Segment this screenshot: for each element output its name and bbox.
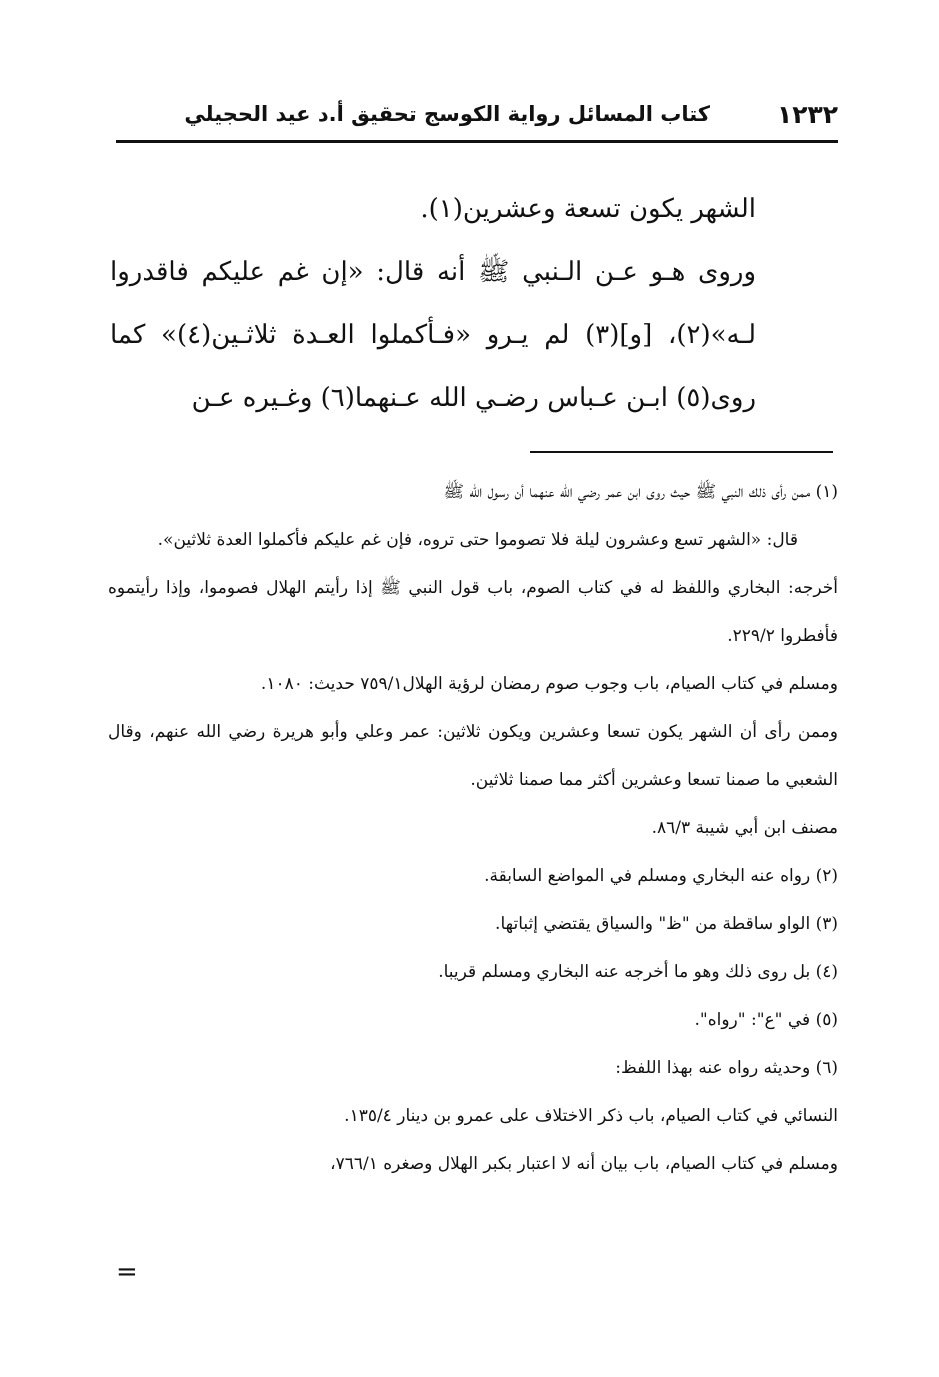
footnote-1-muslim: ومسلم في كتاب الصيام، باب وجوب صوم رمضان لرؤية الهلال٧٥٩/١ حديث: ١٠٨٠. — [260, 674, 838, 694]
footnote-1-musannaf: مصنف ابن أبي شيبة ٨٦/٣. — [651, 818, 838, 838]
continuation-mark: = — [116, 1257, 138, 1287]
main-text — [110, 178, 756, 430]
footnote-1-quote: قال: «الشهر تسع وعشرون ليلة فلا تصوموا حتى تروه، فإن غم عليكم فأكملوا العدة ثلاثين». — [157, 530, 798, 550]
footnote-2: (٢) رواه عنه البخاري ومسلم في المواضع السابقة. — [484, 866, 838, 886]
footnote-6-muslim: ومسلم في كتاب الصيام، باب بيان أنه لا اعتبار بكبر الهلال وصغره ٧٦٦/١، — [330, 1154, 838, 1174]
book-title: كتاب المسائل رواية الكوسج تحقيق أ.د عيد الحجيلي — [184, 102, 710, 126]
footnote-6: (٦) وحديثه رواه عنه بهذا اللفظ: — [615, 1058, 838, 1078]
footnote-1-start: (١) ممن رأى ذلك النبي ﷺ حيث روى ابن عمر رضي الله عنهما أن رسول الله ﷺ — [443, 482, 838, 502]
footnotes — [108, 468, 838, 1188]
footnote-1-others: وممن رأى أن الشهر يكون تسعا وعشرين ويكون ثلاثين: عمر وعلي وأبو هريرة رضي الله عنهم، وقال الشعبي ما صمنا تسعا وعشرين أكثر مما صمنا ثلاثين. — [108, 722, 838, 790]
running-header — [116, 96, 838, 143]
footnote-5: (٥) في "ع": "رواه". — [694, 1010, 838, 1030]
footnote-separator — [530, 451, 833, 453]
footnote-3: (٣) الواو ساقطة من "ظ" والسياق يقتضي إثباتها. — [495, 914, 838, 934]
footnote-6-nasai: النسائي في كتاب الصيام، باب ذكر الاختلاف على عمرو بن دينار ١٣٥/٤. — [344, 1106, 838, 1126]
footnote-1-bukhari: أخرجه: البخاري واللفظ له في كتاب الصوم، باب قول النبي ﷺ إذا رأيتم الهلال فصوموا، وإذا رأيتموه فأفطروا ٢٢٩/٢. — [108, 578, 838, 646]
page-number: ١٢٣٢ — [776, 100, 838, 129]
main-paragraph: الشهر يكون تسعة وعشرين(١). — [420, 194, 756, 224]
main-paragraph: وروى هـو عـن الـنبي ﷺ أنه قال: «إن غم عليكم فاقدروا لـه»(٢)، [و](٣) لم يـرو «فـأكملوا العـدة ثلاثـين(٤)» كما روى(٥) ابـن عـباس رضـي الله عـنهما(٦) وغـيره عـن — [110, 257, 756, 413]
footnote-4: (٤) بل روى ذلك وهو ما أخرجه عنه البخاري ومسلم قريبا. — [438, 962, 838, 982]
